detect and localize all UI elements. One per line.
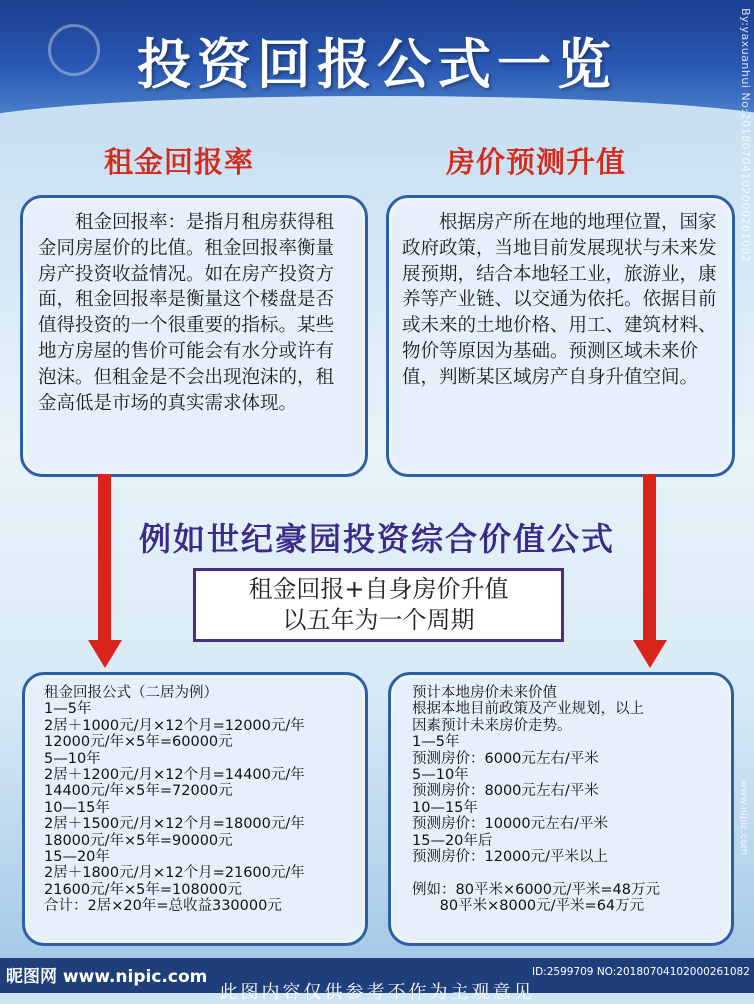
list-line: 15—20年: [44, 849, 110, 866]
list-line: 1—5年: [44, 701, 92, 718]
list-line: 14400元/年×5年=72000元: [44, 783, 233, 800]
rent-formula-list: [44, 685, 305, 915]
list-line: 80平米×8000元/平米=64万元: [412, 898, 645, 915]
list-line: 15—20年后: [412, 832, 493, 849]
left-heading: 租金回报率: [104, 145, 255, 179]
list-line: 根据本地目前政策及产业规划，以上: [412, 701, 644, 718]
list-line: 2居＋1200元/月×12个月=14400元/年: [44, 767, 305, 784]
list-line: 5—10年: [412, 767, 469, 784]
formula-title: 例如世纪豪园投资综合价值公式: [138, 520, 615, 558]
list-line: 10—15年: [44, 799, 110, 816]
watermark-id: ID:2599709 NO:20180704102000261082: [532, 966, 750, 978]
footer-note: 此图内容仅供参考不作为主观意见: [219, 982, 535, 1003]
list-line: 1—5年: [412, 734, 460, 751]
watermark-site: 昵图网 www.nipic.com: [6, 967, 208, 987]
formula-line-2: 以五年为一个周期: [282, 606, 475, 634]
list-line: 2居＋1500元/月×12个月=18000元/年: [44, 816, 305, 833]
list-line: 预测房价：6000元左右/平米: [412, 750, 599, 767]
list-line: 5—10年: [44, 750, 101, 767]
list-line: 18000元/年×5年=90000元: [44, 832, 233, 849]
list-line: 例如：80平米×6000元/平米=48万元: [412, 881, 660, 898]
right-card-text: 根据房产所在地的地理位置，国家政府政策，当地目前发展现状与未来发展预期，结合本地轻工业，旅游业，康养等产业链、以交通为依托。依据目前或未来的土地价格、用工、建筑材料、物价等原因为基础。预测区域未来价值，判断某区域房产自身升值空间。: [402, 212, 717, 388]
list-line: [412, 865, 660, 881]
list-line: 2居＋1000元/月×12个月=12000元/年: [44, 717, 305, 734]
list-line: 因素预计未来房价走势。: [412, 717, 572, 734]
list-line: 预测房价：12000元/平米以上: [412, 849, 609, 866]
list-line: 10—15年: [412, 799, 478, 816]
list-line: 租金回报公式（二居为例）: [44, 685, 218, 701]
list-line: 预计本地房价未来价值: [412, 685, 557, 701]
page-title: 投资回报公式一览: [137, 33, 617, 96]
right-heading: 房价预测升值: [446, 145, 627, 179]
formula-box: [193, 568, 564, 642]
list-line: 预测房价：8000元左右/平米: [412, 783, 599, 800]
watermark-vertical-2: www.nipic.com: [738, 780, 749, 856]
price-forecast-list: [412, 685, 660, 915]
left-card-text: 租金回报率：是指月租房获得租金同房屋价的比值。租金回报率衡量房产投资收益情况。如在房产投资方面，租金回报率是衡量这个楼盘是否值得投资的一个很重要的指标。某些地方房屋的售价可能会有水分或许有泡沫。但租金是不会出现泡沫的，租金高低是市场的真实需求体现。: [38, 212, 335, 414]
right-arrow-head: [633, 640, 667, 668]
list-line: 21600元/年×5年=108000元: [44, 881, 242, 898]
list-line: 12000元/年×5年=60000元: [44, 734, 233, 751]
list-line: 2居＋1800元/月×12个月=21600元/年: [44, 865, 305, 882]
left-arrow-head: [88, 640, 122, 668]
watermark-vertical: By:yaxuanhui No:20180704102000261082: [739, 8, 752, 263]
list-line: 预测房价：10000元左右/平米: [412, 816, 609, 833]
formula-line-1: 租金回报+自身房价升值: [248, 575, 509, 603]
list-line: 合计：2居×20年=总收益330000元: [44, 898, 282, 915]
